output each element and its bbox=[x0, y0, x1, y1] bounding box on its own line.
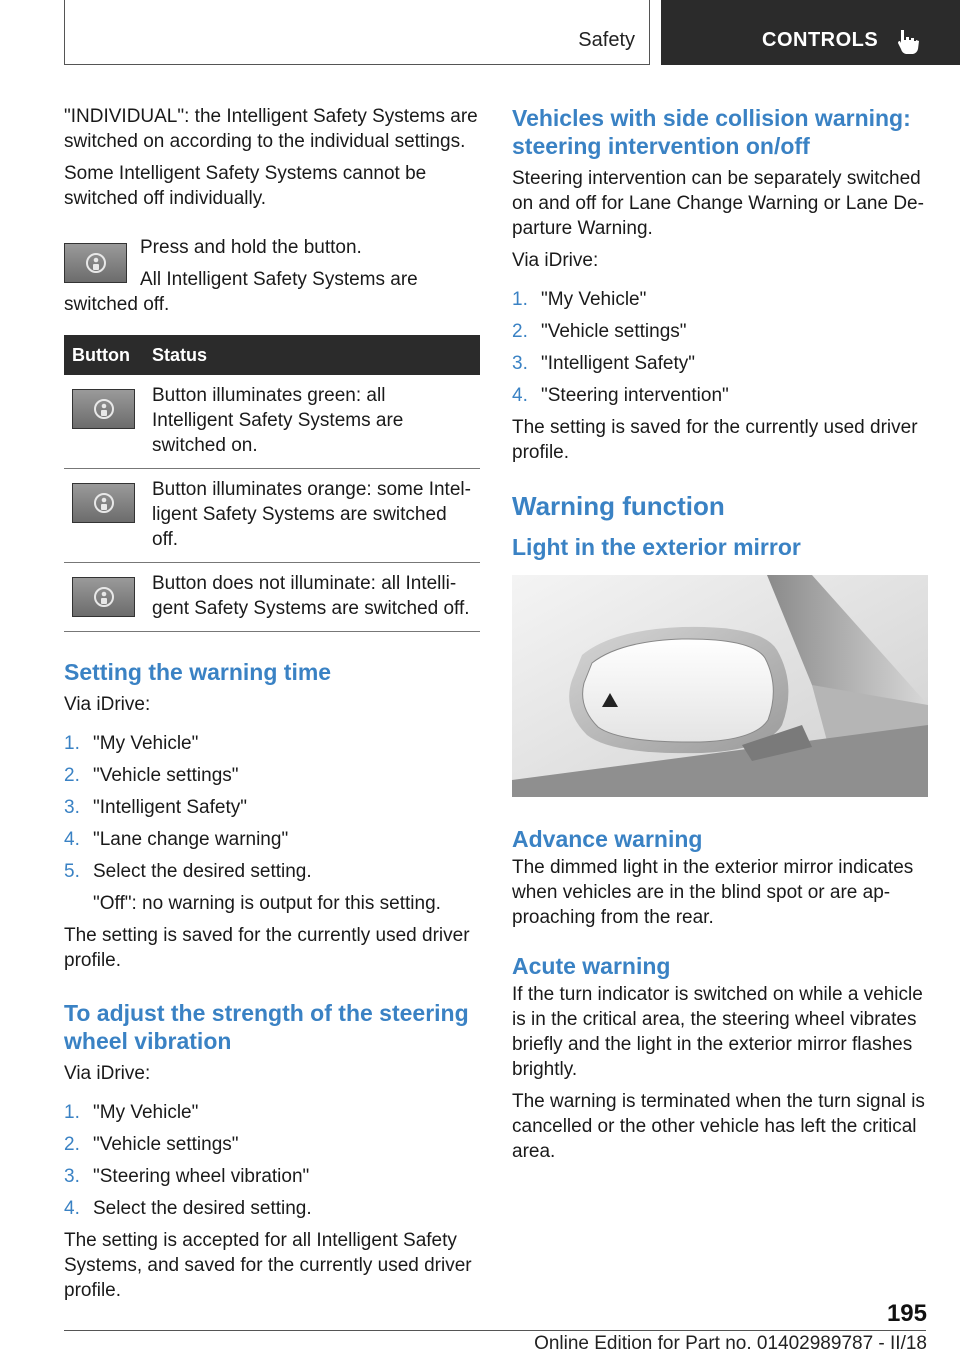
intervention-after: The setting is saved for the currently used driver profile. bbox=[512, 417, 918, 463]
safety-button-off-icon bbox=[72, 577, 135, 617]
header-chapter-title: CONTROLS bbox=[762, 29, 879, 51]
list-item: 4. "Steering intervention" bbox=[512, 385, 729, 406]
via-idrive-label: Via iDrive: bbox=[64, 1063, 151, 1084]
list-item: 2. "Vehicle settings" bbox=[64, 765, 239, 786]
heading-acute-warning: Acute warning bbox=[512, 953, 671, 979]
table-row bbox=[64, 563, 480, 632]
via-idrive-label: Via iDrive: bbox=[512, 250, 599, 271]
vibration-steps bbox=[64, 1100, 480, 1221]
heading-light-mirror: Light in the exterior mirror bbox=[512, 534, 801, 560]
intro-paragraph-1: "INDIVIDUAL": the Intelligent Safety Systems are switched on according to the individual settings. bbox=[64, 106, 478, 152]
list-item: 2. "Vehicle settings" bbox=[64, 1134, 239, 1155]
intervention-text: Steering intervention can be separately switched on and off for Lane Change Warning or Lane Departure Warning. bbox=[512, 168, 924, 239]
heading-warning-time: Setting the warning time bbox=[64, 659, 332, 685]
list-item: 3. "Intelligent Safety" bbox=[512, 353, 695, 374]
acute-warning-text-2: The warning is terminated when the turn signal is cancelled or the other vehicle has left the critical area. bbox=[512, 1091, 925, 1162]
header-frame bbox=[64, 0, 650, 65]
page-number: 195 bbox=[886, 1300, 927, 1327]
pointing-hand-icon bbox=[893, 26, 923, 56]
intervention-steps bbox=[512, 287, 928, 408]
safety-systems-button-icon bbox=[64, 243, 127, 283]
warning-time-after: The setting is saved for the currently used driver profile. bbox=[64, 925, 470, 971]
list-item: 2. "Vehicle settings" bbox=[512, 321, 687, 342]
footer-edition: Online Edition for Part no. 01402989787 - II/18 bbox=[534, 1333, 927, 1354]
press-line-3: switched off. bbox=[64, 294, 170, 315]
vibration-after: The setting is accepted for all Intelligent Safety Systems, and saved for the currently used driver profile. bbox=[64, 1230, 472, 1301]
list-item: 5. Select the desired setting. bbox=[64, 861, 312, 882]
status-text: Button does not illuminate: all Intelligent Safety Systems are switched off. bbox=[144, 563, 480, 632]
step-note: "Off": no warning is output for this setting. bbox=[93, 893, 441, 914]
list-item: 1. "My Vehicle" bbox=[64, 733, 199, 754]
table-row bbox=[64, 375, 480, 469]
right-column bbox=[512, 104, 928, 1171]
press-line-1: Press and hold the button. bbox=[140, 237, 362, 258]
status-text: Button illuminates green: all Intelligent Safety Systems are switched on. bbox=[144, 375, 480, 469]
header-section-title: Safety bbox=[578, 29, 635, 51]
intro-paragraph-2: Some Intelligent Safety Systems cannot be switched off individually. bbox=[64, 163, 427, 209]
warning-time-steps bbox=[64, 731, 480, 884]
safety-button-orange-icon bbox=[72, 483, 135, 523]
button-status-table bbox=[64, 335, 480, 632]
table-row bbox=[64, 469, 480, 563]
footer-divider bbox=[64, 1330, 926, 1331]
via-idrive-label: Via iDrive: bbox=[64, 694, 151, 715]
list-item: 1. "My Vehicle" bbox=[512, 289, 647, 310]
safety-button-green-icon bbox=[72, 389, 135, 429]
press-button-instruction bbox=[64, 235, 480, 317]
status-text: Button illuminates orange: some Intelligent Safety Systems are switched off. bbox=[144, 469, 480, 563]
list-item: 3. "Intelligent Safety" bbox=[64, 797, 247, 818]
press-line-2: All Intelligent Safety Systems are bbox=[140, 269, 418, 290]
advance-warning-text: The dimmed light in the exterior mirror indicates when vehicles are in the blind spot or are approaching from the rear. bbox=[512, 857, 914, 928]
acute-warning-text-1: If the turn indicator is switched on while a vehicle is in the critical area, the steering wheel vibrates briefly and the light in the exterior mirror flashes brightly. bbox=[512, 984, 923, 1080]
column-header-status: Status bbox=[144, 335, 480, 375]
list-item: 3. "Steering wheel vibration" bbox=[64, 1166, 310, 1187]
list-item: 1. "My Vehicle" bbox=[64, 1102, 199, 1123]
exterior-mirror-image bbox=[512, 575, 928, 797]
left-column bbox=[64, 104, 480, 1310]
list-item: 4. "Lane change warning" bbox=[64, 829, 289, 850]
list-item: 4. Select the desired setting. bbox=[64, 1198, 312, 1219]
heading-vibration: To adjust the strength of the steering wheel vibration bbox=[64, 1000, 469, 1054]
heading-warning-function: Warning function bbox=[512, 491, 725, 521]
column-header-button: Button bbox=[64, 335, 144, 375]
heading-steering-intervention: Vehicles with side collision warning: steering intervention on/off bbox=[512, 105, 911, 159]
heading-advance-warning: Advance warning bbox=[512, 826, 703, 852]
